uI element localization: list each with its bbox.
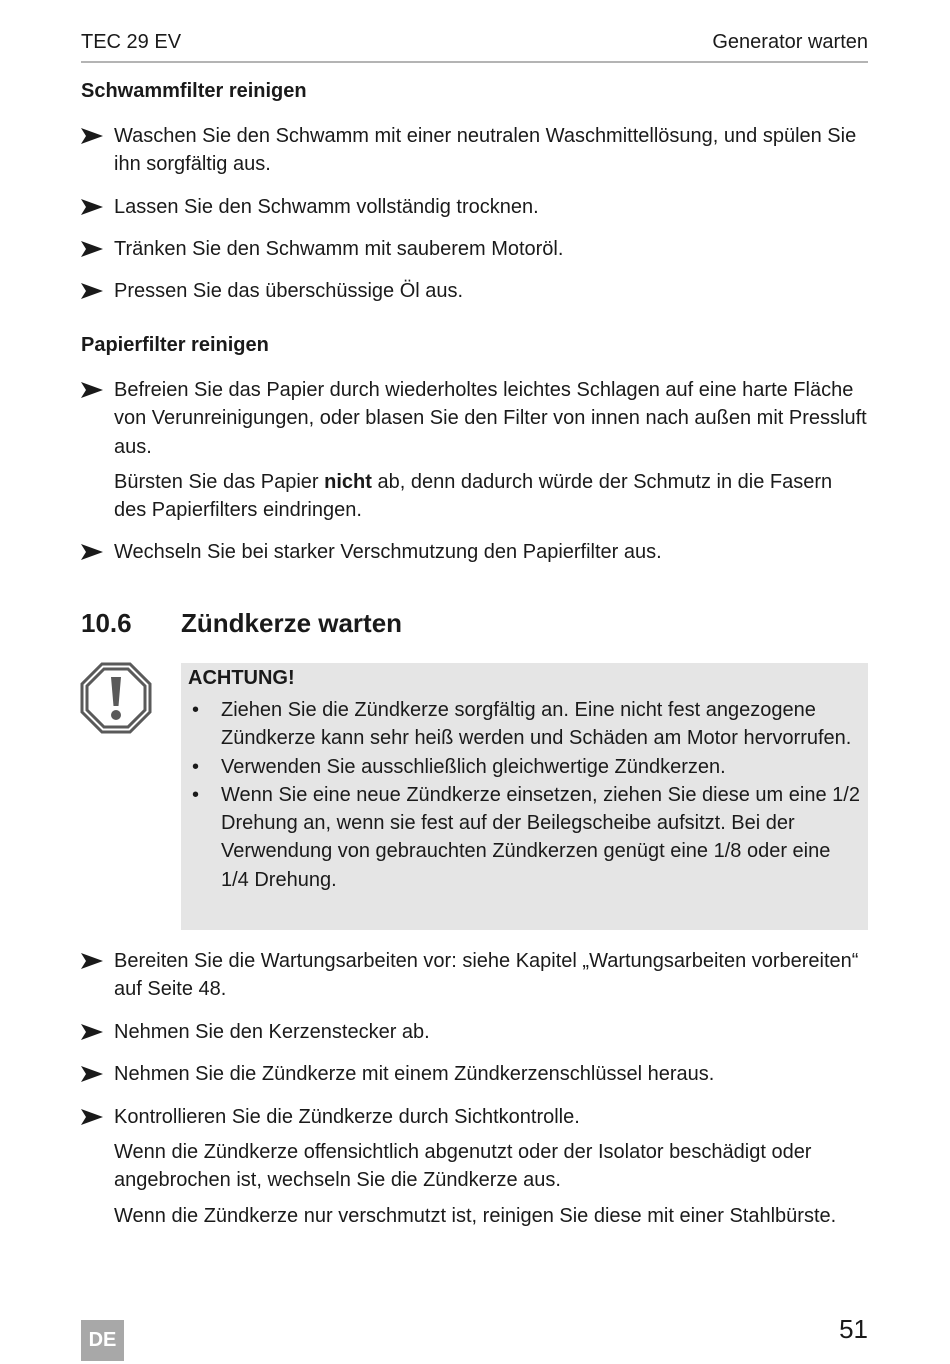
warning-item: • Wenn Sie eine neue Zündkerze einsetzen, ziehen Sie diese um eine 1/2 Drehung an, wenn sie fest auf der Beilegscheibe aufsitzt. Bei der Verwendung von gebrauchten Zündkerzen genügt eine 1/8 oder eine 1/4 Drehung. xyxy=(192,783,860,891)
exclamation-octagon-icon xyxy=(80,662,152,734)
warning-list xyxy=(188,696,860,894)
warning-item: • Ziehen Sie die Zündkerze sorgfältig an. Eine nicht fest angezogene Zündkerze kann sehr heiß werden und Schäden am Motor hervorrufen. xyxy=(192,699,852,750)
arrow-right-icon xyxy=(81,947,103,975)
arrow-right-icon xyxy=(81,193,103,221)
arrow-right-icon xyxy=(81,1018,103,1046)
step-item: Waschen Sie den Schwamm mit einer neutralen Waschmittellösung, und spülen Sie ihn sorgfältig aus. xyxy=(81,122,868,179)
arrow-right-icon xyxy=(81,538,103,566)
arrow-right-icon xyxy=(81,277,103,305)
emphasis: nicht xyxy=(324,471,372,493)
step-item: Kontrollieren Sie die Zündkerze durch Sichtkontrolle. xyxy=(81,1103,868,1131)
page-number: 51 xyxy=(839,1314,868,1344)
arrow-right-icon xyxy=(81,376,103,404)
arrow-right-icon xyxy=(81,235,103,263)
step-item: Tränken Sie den Schwamm mit sauberem Motoröl. xyxy=(81,235,868,263)
note-paragraph: Wenn die Zündkerze nur verschmutzt ist, reinigen Sie diese mit einer Stahlbürste. xyxy=(114,1205,837,1227)
note-paragraph: Wenn die Zündkerze offensichtlich abgenutzt oder der Isolator beschädigt oder angebrochen ist, wechseln Sie die Zündkerze aus. xyxy=(114,1141,812,1192)
warning-title: ACHTUNG! xyxy=(188,667,295,689)
step-item: Lassen Sie den Schwamm vollständig trocknen. xyxy=(81,193,868,221)
warning-item: • Verwenden Sie ausschließlich gleichwertige Zündkerzen. xyxy=(192,755,726,778)
chapter-title: Zündkerze warten xyxy=(181,608,403,638)
heading-schwammfilter: Schwammfilter reinigen xyxy=(81,80,307,102)
warning-box xyxy=(181,663,868,930)
step-item: Wechseln Sie bei starker Verschmutzung den Papierfilter aus. xyxy=(81,538,868,566)
chapter-heading xyxy=(81,608,402,639)
step-item: Pressen Sie das überschüssige Öl aus. xyxy=(81,277,868,305)
step-item: Nehmen Sie den Kerzenstecker ab. xyxy=(81,1018,868,1046)
heading-papierfilter: Papierfilter reinigen xyxy=(81,334,269,356)
arrow-right-icon xyxy=(81,1103,103,1131)
chapter-running-title: Generator warten xyxy=(712,31,868,53)
arrow-right-icon xyxy=(81,1060,103,1088)
product-name: TEC 29 EV xyxy=(81,31,182,53)
note-paragraph: Bürsten Sie das Papier nicht ab, denn dadurch würde der Schmutz in die Fasern des Papierfilters eindringen. xyxy=(114,471,833,522)
arrow-right-icon xyxy=(81,122,103,150)
step-item: Nehmen Sie die Zündkerze mit einem Zündkerzenschlüssel heraus. xyxy=(81,1060,868,1088)
page-header xyxy=(81,31,868,63)
chapter-number: 10.6 xyxy=(81,608,132,638)
step-item: Befreien Sie das Papier durch wiederholtes leichtes Schlagen auf eine harte Fläche von Verunreinigungen, oder blasen Sie den Filter von innen nach außen mit Pressluft aus. xyxy=(81,376,868,461)
language-badge: DE xyxy=(81,1320,124,1361)
step-item: Bereiten Sie die Wartungsarbeiten vor: siehe Kapitel „Wartungsarbeiten vorbereiten“ auf Seite 48. xyxy=(81,947,868,1004)
